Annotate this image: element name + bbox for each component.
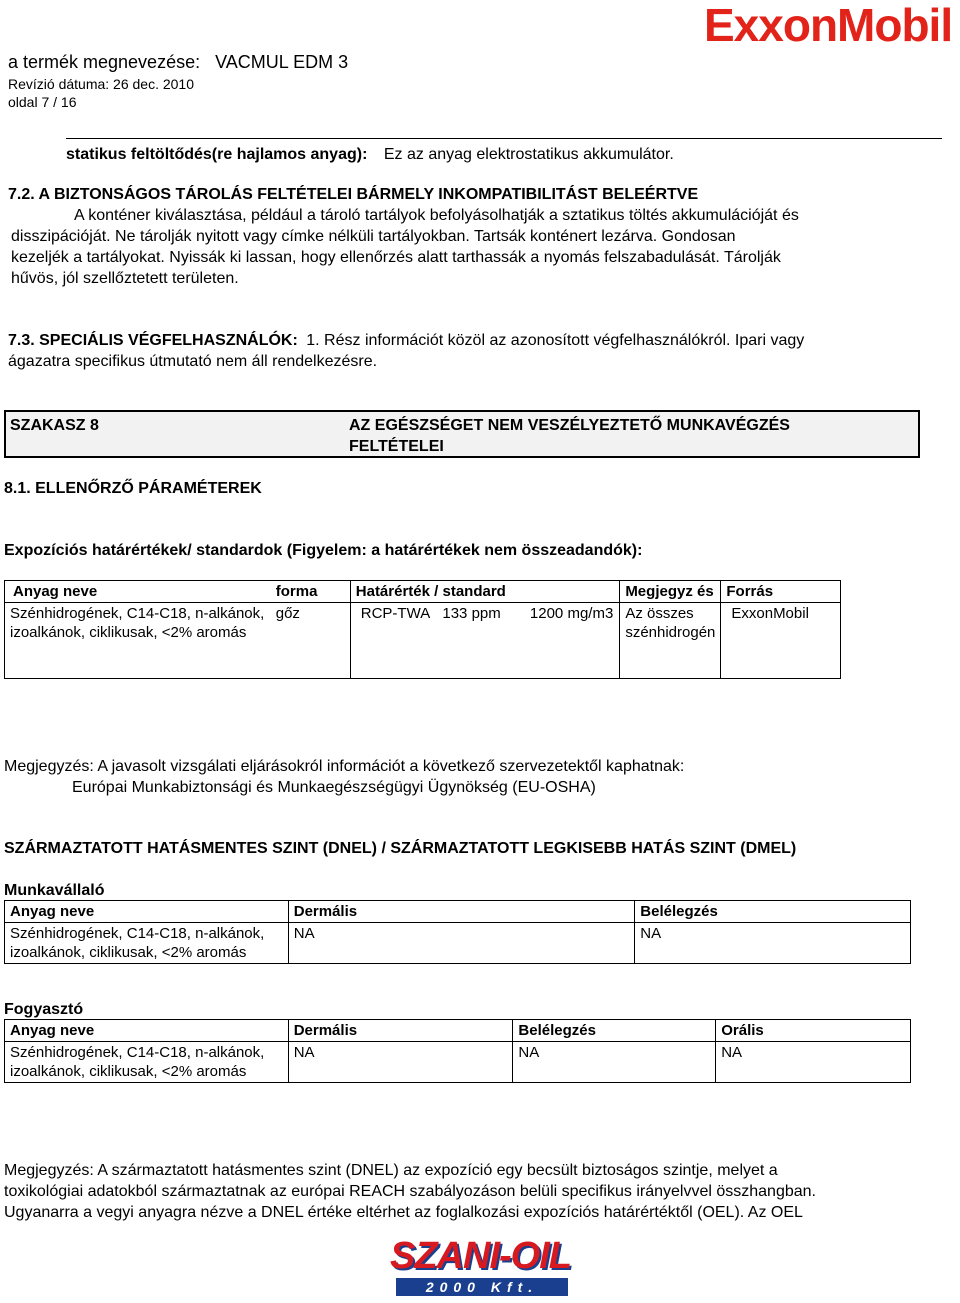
table-header-row [5, 1020, 911, 1042]
szani-oil-logo [390, 1236, 574, 1298]
szani-oil-logo-text: SZANI-OIL [390, 1235, 571, 1277]
static-charge-line [66, 144, 674, 165]
section-8-title-2: FELTÉTELEI [349, 438, 444, 455]
cell-dermal: NA [288, 1042, 513, 1083]
cell-ppm: 133 ppm [437, 603, 522, 679]
cell-name: Szénhidrogének, C14-C18, n-alkánok, izoalkánok, ciklikusak, <2% aromás [5, 1042, 289, 1083]
section-8-label: SZAKASZ 8 [10, 417, 99, 434]
product-name: VACMUL EDM 3 [215, 52, 349, 72]
col-header: Orális [716, 1020, 911, 1042]
dnel-title: SZÁRMAZTATOTT HATÁSMENTES SZINT (DNEL) / SZÁRMAZTATOTT LEGKISEBB HATÁS SZINT (DMEL) [4, 840, 797, 857]
section-7-3-text: 1. Rész információt közöl az azonosított végfelhasználókról. Ipari vagy [306, 332, 805, 349]
consumer-table [4, 1019, 911, 1083]
cell-name: Szénhidrogének, C14-C18, n-alkánok, izoalkánok, ciklikusak, <2% aromás [5, 923, 289, 964]
section-7-2-line: kezeljék a tartályokat. Nyissák ki lassan, hogy ellenőrzés alatt tarthassák a nyomás felszabadulását. Tárolják [11, 249, 781, 266]
worker-title: Munkavállaló [4, 882, 105, 899]
note-1-line-1: Megjegyzés: A javasolt vizsgálati eljárásokról információt a következő szervezetektől kaphatnak: [4, 758, 685, 775]
szani-oil-logo-sub: 2000 Kft. [396, 1278, 568, 1296]
header-divider [66, 138, 942, 139]
col-header: Belélegzés [513, 1020, 716, 1042]
note-2-line-1: Megjegyzés: A származtatott hatásmentes szint (DNEL) az expozíció egy becsült biztoságos szintje, melyet a [4, 1162, 778, 1179]
col-header: Dermális [288, 901, 635, 923]
col-header: forma [271, 581, 351, 603]
section-8-title-1: AZ EGÉSZSÉGET NEM VESZÉLYEZTETŐ MUNKAVÉGZÉS [349, 417, 790, 434]
col-header: Dermális [288, 1020, 513, 1042]
col-header: Anyag neve [5, 581, 271, 603]
cell-source: ExxonMobil [721, 603, 841, 679]
section-7-2-line: hűvös, jól szellőztetett területen. [11, 270, 239, 287]
static-charge-value: Ez az anyag elektrostatikus akkumulátor. [383, 146, 674, 163]
col-header: Forrás [721, 581, 841, 603]
table-row [5, 923, 911, 964]
section-7-3 [8, 330, 804, 351]
product-label: a termék megnevezése: [8, 52, 201, 72]
note-2-line-3: Ugyanarra a vegyi anyagra nézve a DNEL értéke eltérhet az foglalkozási expozíciós határértéktől (OEL). Az OEL [4, 1204, 803, 1221]
col-header: Anyag neve [5, 901, 289, 923]
cell-std-type: RCP-TWA [350, 603, 437, 679]
cell-mg: 1200 mg/m3 [522, 603, 620, 679]
section-7-2-title: 7.2. A BIZTONSÁGOS TÁROLÁS FELTÉTELEI BÁRMELY INKOMPATIBILITÁST BELEÉRTVE [8, 186, 699, 203]
exposure-title: Expozíciós határértékek/ standardok (Figyelem: a határértékek nem összeadandók): [4, 542, 643, 559]
cell-dermal: NA [288, 923, 635, 964]
section-7-2-line: A konténer kiválasztása, például a tároló tartályok befolyásolhatják a sztatikus töltés akkumulációját és [74, 207, 799, 224]
cell-inhalation: NA [513, 1042, 716, 1083]
section-7-3-text-2: ágazatra specifikus útmutató nem áll rendelkezésre. [8, 353, 378, 370]
col-header: Belélegzés [635, 901, 911, 923]
static-charge-label: statikus feltöltődés(re hajlamos anyag): [66, 146, 368, 163]
page-number: oldal 7 / 16 [8, 94, 77, 110]
section-8-header [4, 410, 920, 458]
cell-name: Szénhidrogének, C14-C18, n-alkánok, izoalkánok, ciklikusak, <2% aromás [5, 603, 271, 679]
consumer-title: Fogyasztó [4, 1001, 84, 1018]
worker-table [4, 900, 911, 964]
section-7-2-line: disszipációját. Ne tárolják nyitott vagy címke nélküli tartályokban. Tartsák konténert lezárva. Gondosan [11, 228, 736, 245]
table-header-row [5, 581, 841, 603]
exxonmobil-logo: ExxonMobil [704, 0, 953, 51]
exposure-table [4, 580, 841, 679]
table-header-row [5, 901, 911, 923]
col-header: Megjegyz és [620, 581, 721, 603]
note-2-line-2: toxikológiai adatokból származtatnak az európai REACH szabályozáson belüli specifikus irányelvvel összhangban. [4, 1183, 816, 1200]
col-header: Határérték / standard [350, 581, 620, 603]
note-1-line-2: Európai Munkabiztonsági és Munkaegészségügyi Ügynökség (EU-OSHA) [72, 779, 596, 796]
table-row [5, 1042, 911, 1083]
section-8-1-title: 8.1. ELLENŐRZŐ PÁRAMÉTEREK [4, 480, 262, 497]
col-header: Anyag neve [5, 1020, 289, 1042]
cell-oral: NA [716, 1042, 911, 1083]
cell-form: gőz [271, 603, 351, 679]
revision-date: Revízió dátuma: 26 dec. 2010 [8, 76, 195, 92]
section-7-3-title: 7.3. SPECIÁLIS VÉGFELHASZNÁLÓK: [8, 332, 298, 349]
table-row [5, 603, 841, 679]
cell-note: Az összes szénhidrogén [620, 603, 721, 679]
product-name-line [8, 52, 348, 73]
cell-inhalation: NA [635, 923, 911, 964]
